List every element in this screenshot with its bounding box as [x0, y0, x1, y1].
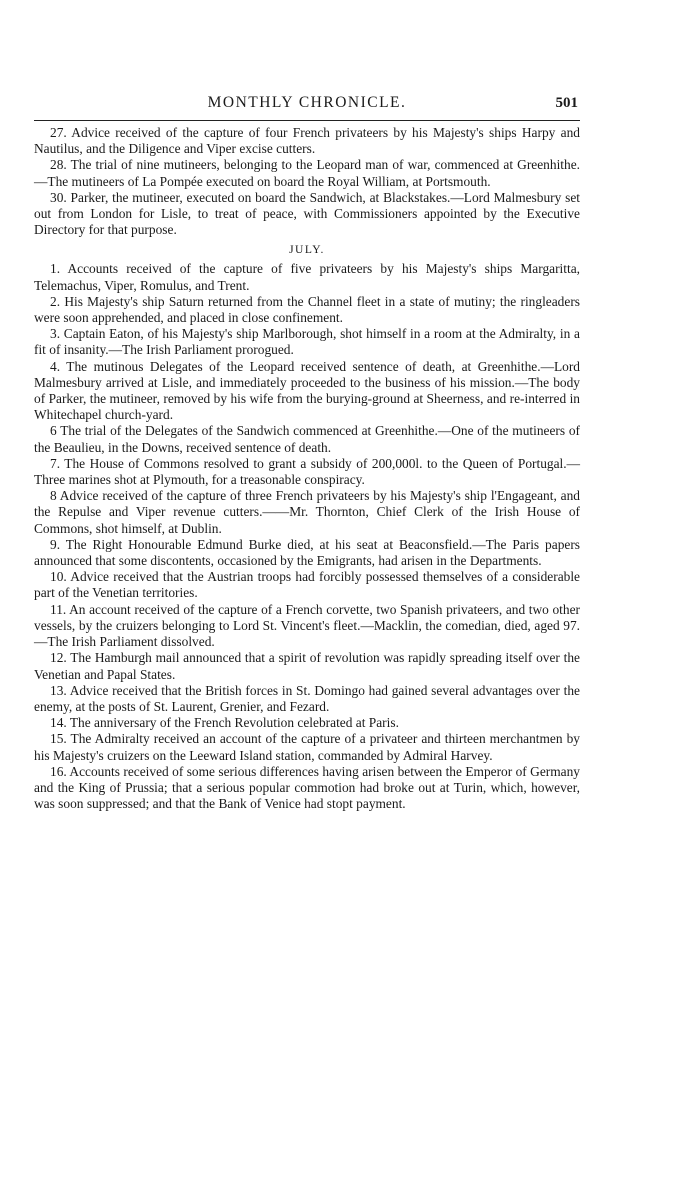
running-title: MONTHLY CHRONICLE. [207, 94, 407, 111]
entry-july-11: 11. An account received of the capture of a French corvette, two Spanish privateers, and two other vessels, by the cruizers belonging to Lord St. Vincent's fleet.—Macklin, the comedian, died, aged 97.—The Irish Parliament dissolved. [34, 601, 580, 650]
entry-july-6: 6 The trial of the Delegates of the Sandwich commenced at Greenhithe.—One of the mutineers of the Beaulieu, in the Downs, received sentence of death. [34, 423, 580, 455]
entry-july-14: 14. The anniversary of the French Revolution celebrated at Paris. [50, 715, 399, 731]
entry-july-13: 13. Advice received that the British forces in St. Domingo had gained several advantages over the enemy, at the posts of St. Laurent, Grenier, and Fezard. [34, 682, 580, 714]
running-header [34, 90, 580, 121]
entry-june-30: 30. Parker, the mutineer, executed on board the Sandwich, at Blackstakes.—Lord Malmesbury set out from London for Lisle, to treat of peace, with Commissioners appointed by the Executive Directory for that purpose. [34, 189, 580, 238]
entry-july-15: 15. The Admiralty received an account of the capture of a privateer and thirteen merchantmen by his Majesty's cruizers on the Leeward Island station, commanded by Admiral Harvey. [34, 731, 580, 763]
entry-july-10: 10. Advice received that the Austrian troops had forcibly possessed themselves of a considerable part of the Venetian territories. [34, 569, 580, 601]
entry-july-16: 16. Accounts received of some serious differences having arisen between the Emperor of Germany and the King of Prussia; that a serious popular commotion had broke out at Turin, which, however, was soon suppressed; and that the Bank of Venice had stopt payment. [34, 763, 580, 812]
entry-july-7: 7. The House of Commons resolved to grant a subsidy of 200,000l. to the Queen of Portugal.—Three marines shot at Plymouth, for a treasonable conspiracy. [34, 455, 580, 488]
page-number: 501 [555, 95, 578, 111]
chronicle-page [34, 90, 580, 812]
entry-july-4: 4. The mutinous Delegates of the Leopard received sentence of death, at Greenhithe.—Lord Malmesbury arrived at Lisle, and immediately proceeded to the business of his mission.—The body of Parker, the mutineer, removed by his wife from the burying-ground at Sheerness, and re-interred in Whitechapel church-yard. [34, 358, 580, 423]
entry-june-27: 27. Advice received of the capture of four French privateers by his Majesty's ships Harpy and Nautilus, and the Diligence and Viper excise cutters. [34, 125, 580, 157]
entry-july-12: 12. The Hamburgh mail announced that a spirit of revolution was rapidly spreading itself over the Venetian and Papal States. [34, 650, 580, 682]
entry-june-28: 28. The trial of nine mutineers, belonging to the Leopard man of war, commenced at Greenhithe.—The mutineers of La Pompée executed on board the Royal William, at Portsmouth. [34, 157, 580, 189]
chronicle-body [34, 125, 580, 812]
entry-july-1: 1. Accounts received of the capture of five privateers by his Majesty's ships Margaritta, Telemachus, Viper, Romulus, and Trent. [34, 261, 580, 293]
month-heading-july: JULY. [289, 244, 325, 257]
entry-july-3: 3. Captain Eaton, of his Majesty's ship Marlborough, shot himself in a room at the Admiralty, in a fit of insanity.—The Irish Parliament prorogued. [34, 326, 580, 358]
entry-july-2: 2. His Majesty's ship Saturn returned from the Channel fleet in a state of mutiny; the ringleaders were soon apprehended, and placed in close confinement. [34, 293, 580, 326]
entry-july-8: 8 Advice received of the capture of three French privateers by his Majesty's ship l'Engageant, and the Repulse and Viper revenue cutters.——Mr. Thornton, Chief Clerk of the Irish House of Commons, shot himself, at Dublin. [34, 488, 580, 536]
entry-july-9: 9. The Right Honourable Edmund Burke died, at his seat at Beaconsfield.—The Paris papers announced that some discontents, occasioned by the Emigrants, had arisen in the Departments. [34, 536, 580, 569]
